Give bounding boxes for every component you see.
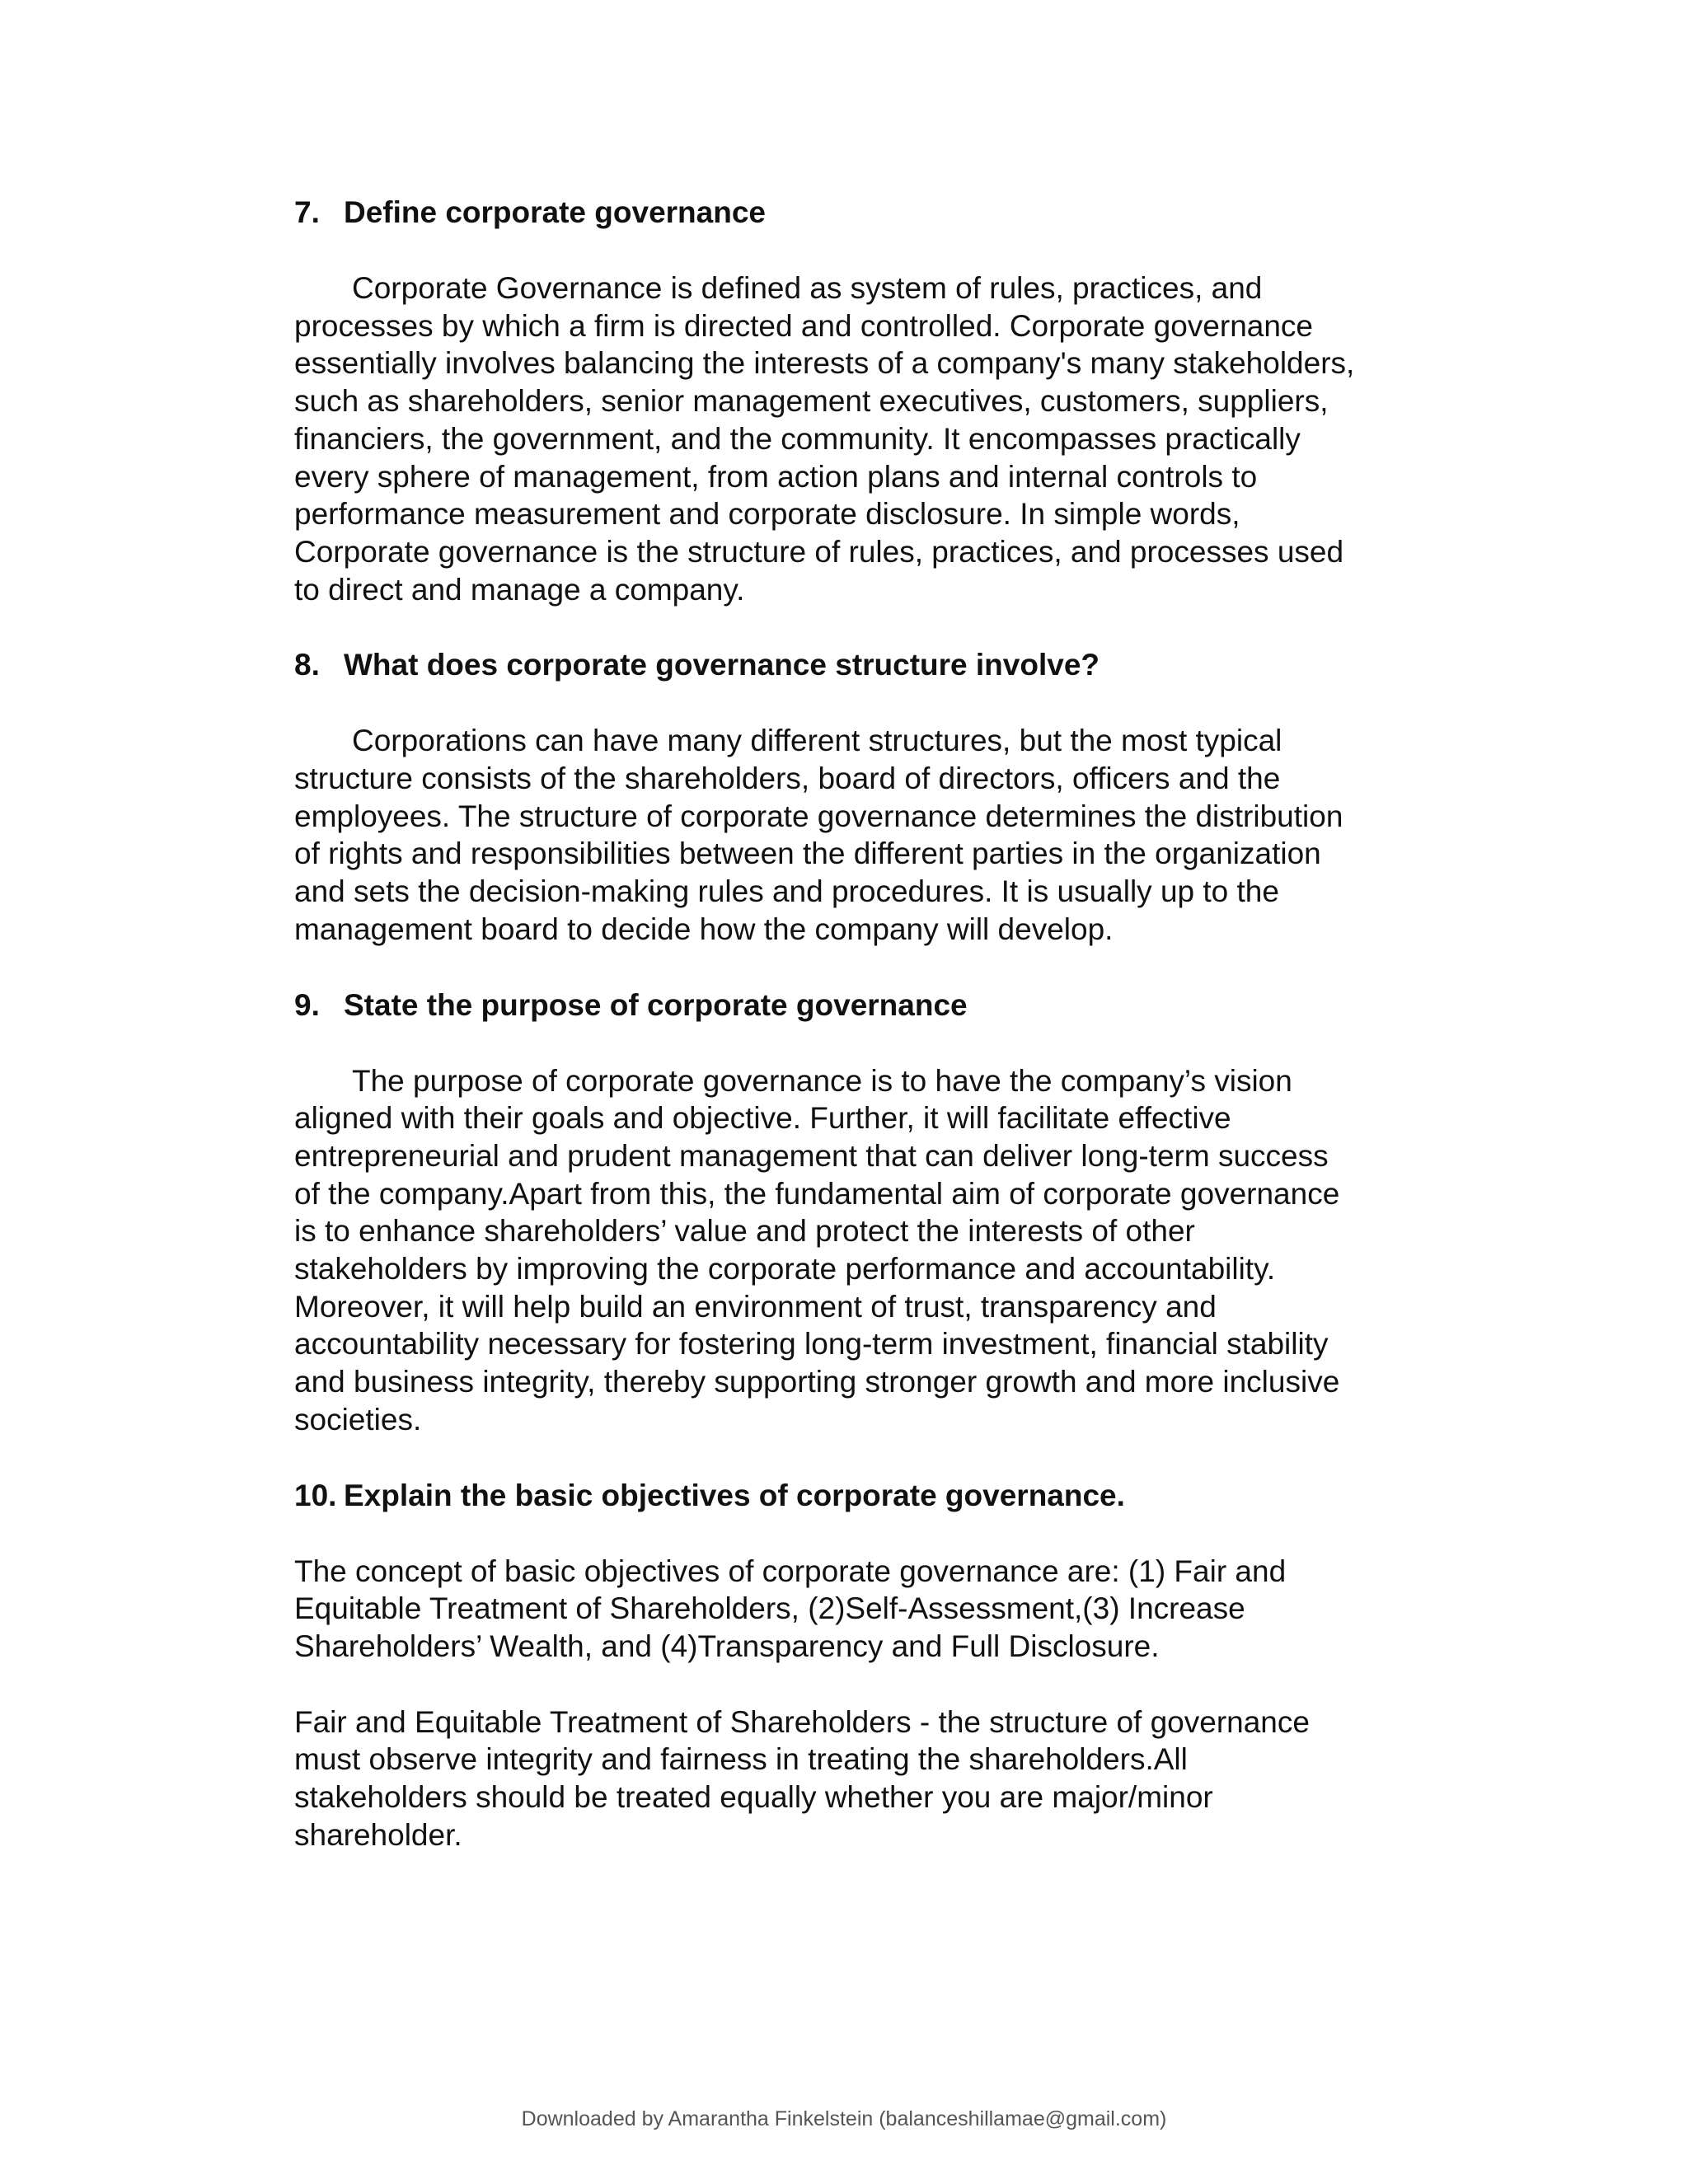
section-paragraph: Corporate Governance is defined as system of rules, practices, and processes by which a firm is directed and controlled. Corporate governance essentially involves balancing the interests of a company's many stakeholders, such as shareholders, senior management executives, customers, suppliers, financiers, the government, and the community. It encompasses practically every sphere of management, from action plans and internal controls to performance measurement and corporate disclosure. In simple words, Corporate governance is the structure of rules, practices, and processes used to direct and manage a company. (294, 271, 1355, 607)
section-heading (294, 987, 1448, 1024)
section-heading (294, 646, 1448, 684)
section-title: State the purpose of corporate governance (344, 987, 968, 1022)
section-title: Define corporate governance (344, 195, 766, 229)
section-paragraph: The concept of basic objectives of corporate governance are: (1) Fair and Equitable Treatment of Shareholders, (2)Self-Assessment,(3) Increase Shareholders’ Wealth, and (4)Transparency and Full Disclosure. (294, 1554, 1287, 1663)
section-title: Explain the basic objectives of corporate governance. (344, 1478, 1125, 1512)
section-paragraph: The purpose of corporate governance is to have the company’s vision aligned with their goals and objective. Further, it will facilitate effective entrepreneurial and prudent management that can deliver long-term success of the company.Apart from this, the fundamental aim of corporate governance is to enhance shareholders’ value and protect the interests of other stakeholders by improving the corporate performance and accountability. Moreover, it will help build an environment of trust, transparency and accountability necessary for fostering long-term investment, financial stability and business integrity, thereby supporting stronger growth and more inclusive societies. (294, 1063, 1340, 1436)
section-number: 9. (294, 987, 320, 1022)
section-number: 10. (294, 1478, 337, 1512)
section-heading (294, 194, 1448, 232)
section-paragraph: Corporations can have many different structures, but the most typical structure consists of the shareholders, board of directors, officers and the employees. The structure of corporate governance determines the distribution of rights and responsibilities between the different parties in the organization and sets the decision-making rules and procedures. It is usually up to the management board to decide how the company will develop. (294, 724, 1343, 946)
section-8 (294, 646, 1448, 986)
section-7 (294, 194, 1448, 646)
section-heading (294, 1477, 1448, 1515)
section-number: 7. (294, 195, 320, 229)
section-9 (294, 987, 1448, 1477)
download-footer: Downloaded by Amarantha Finkelstein (balanceshillamae@gmail.com) (521, 2107, 1167, 2130)
document-body (294, 194, 1448, 1854)
section-10 (294, 1477, 1448, 1854)
section-paragraph: Fair and Equitable Treatment of Shareholders - the structure of governance must observe integrity and fairness in treating the shareholders.All stakeholders should be treated equally whether you are major/minor shareholder. (294, 1704, 1310, 1852)
section-title: What does corporate governance structure involve? (344, 648, 1100, 682)
section-number: 8. (294, 648, 320, 682)
